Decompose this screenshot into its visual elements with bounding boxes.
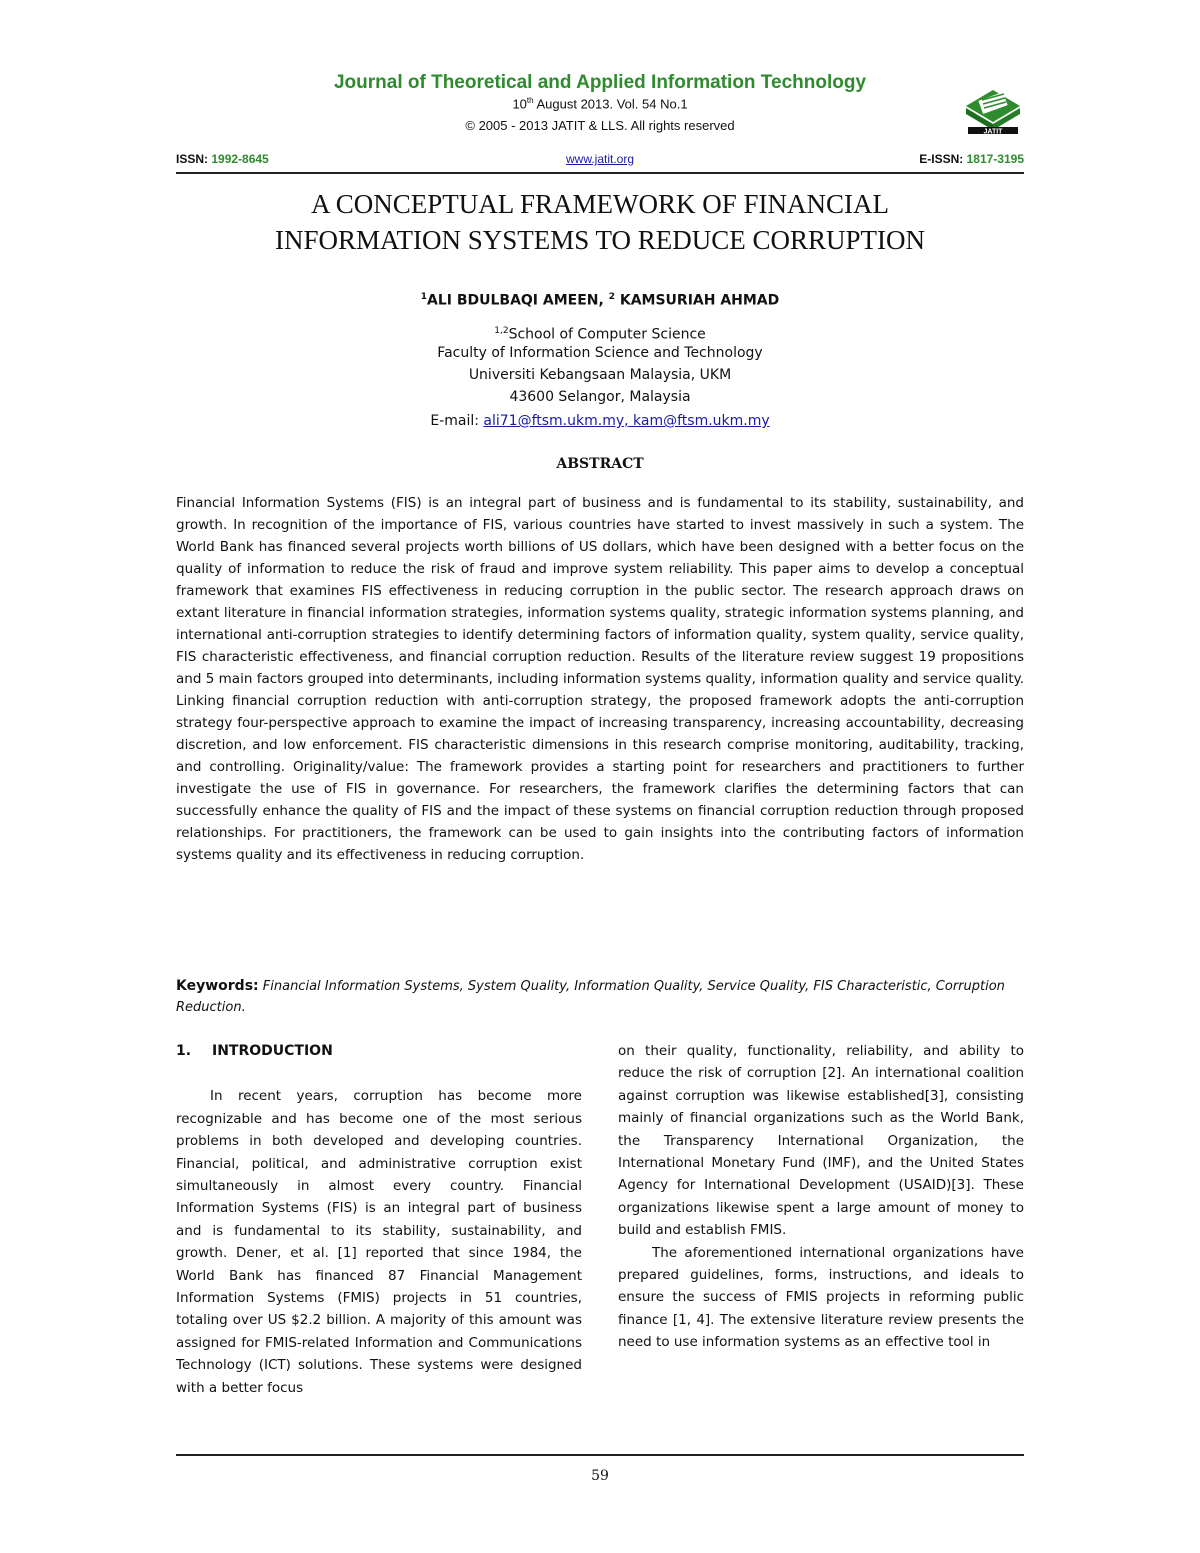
page-number: 59 bbox=[591, 1468, 609, 1484]
date-rest: August 2013. Vol. 54 No.1 bbox=[533, 96, 688, 112]
intro-paragraph-2: The aforementioned international organizations have prepared guidelines, forms, instructions, and ideals to ensure the success of FMIS projects in reforming public finance [1, 4]. The extensive literature review presents the need to use information systems as an effective tool in bbox=[618, 1244, 1024, 1351]
intro-paragraph-1-continued: on their quality, functionality, reliability, and ability to reduce the risk of corruption [2]. An international coalition against corruption was likewise established[3], consisting mainly of financial organizations such as the World Bank, the Transparency International Organization, the International Monetary Fund (IMF), and the United States Agency for International Development (USAID)[3]. These organizations likewise spent a large amount of money to build and establish FMIS. bbox=[618, 1043, 1024, 1239]
jatit-logo-icon bbox=[962, 84, 1024, 134]
author-1: ALI BDULBAQI AMEEN, bbox=[426, 292, 609, 309]
eissn bbox=[919, 152, 1024, 166]
affiliation-line-4: 43600 Selangor, Malaysia bbox=[509, 389, 691, 405]
affiliation-superscript: 1,2 bbox=[494, 326, 509, 336]
journal-title: Journal of Theoretical and Applied Information Technology bbox=[333, 72, 867, 93]
author-2: KAMSURIAH AHMAD bbox=[614, 292, 780, 309]
section-title: INTRODUCTION bbox=[212, 1043, 333, 1059]
paper-title bbox=[176, 186, 1024, 258]
intro-paragraph-1: In recent years, corruption has become more recognizable and has become one of the most serious problems in both developed and developing countries. Financial, political, and administrative corruption exist simultaneously in almost every country. Financial Information Systems (FIS) is an integral part of business and is fundamental to its stability, sustainability, and growth. Dener, et al. [1] reported that since 1984, the World Bank has financed 87 Financial Management Information Systems (FMIS) projects in 51 countries, totaling over US $2.2 billion. A majority of this amount was assigned for FMIS-related Information and Communications Technology (ICT) solutions. These systems were designed with a better focus bbox=[176, 1088, 582, 1396]
header-divider bbox=[176, 172, 1024, 174]
keywords-label: Keywords: bbox=[176, 978, 259, 994]
website-link[interactable]: www.jatit.org bbox=[565, 152, 635, 166]
paper-title-line-1: A CONCEPTUAL FRAMEWORK OF FINANCIAL bbox=[310, 189, 890, 219]
abstract-heading: ABSTRACT bbox=[556, 456, 644, 472]
affiliation-line-2: Faculty of Information Science and Technology bbox=[437, 345, 763, 361]
affiliation-line-3: Universiti Kebangsaan Malaysia, UKM bbox=[468, 367, 732, 383]
keywords-text: Financial Information Systems, System Quality, Information Quality, Service Quality, FIS Characteristic, Corruption Reduction. bbox=[176, 979, 1005, 1015]
author1-superscript: 1 bbox=[420, 292, 427, 302]
left-column bbox=[176, 1040, 582, 1399]
right-column bbox=[618, 1040, 1024, 1354]
issn-value: 1992-8645 bbox=[211, 152, 269, 166]
eissn-label: E-ISSN: bbox=[919, 152, 967, 166]
issn-label: ISSN: bbox=[176, 152, 212, 166]
journal-issue-date bbox=[240, 96, 960, 111]
issn-row bbox=[176, 152, 1024, 170]
date-day: 10 bbox=[512, 96, 527, 112]
copyright-notice: © 2005 - 2013 JATIT & LLS. All rights reserved bbox=[465, 118, 735, 133]
paper-title-line-2: INFORMATION SYSTEMS TO REDUCE CORRUPTION bbox=[274, 225, 926, 255]
footer-divider bbox=[176, 1454, 1024, 1456]
email-link[interactable]: ali71@ftsm.ukm.my, kam@ftsm.ukm.my bbox=[483, 413, 770, 429]
abstract-text: Financial Information Systems (FIS) is an integral part of business and is fundamental to its stability, sustainability, and growth. In recognition of the importance of FIS, various countries have started to invest massively in such a system. The World Bank has financed several projects worth billions of US dollars, which have been designed with a better focus on the quality of information to reduce the risk of fraud and improve system reliability. This paper aims to develop a conceptual framework that examines FIS effectiveness in reducing corruption in the public sector. The research approach draws on extant literature in financial information strategies, information systems quality, strategic information systems planning, and international anti-corruption strategies to identify determining factors of information quality, system quality, service quality, FIS characteristic effectiveness, and financial corruption reduction. Results of the literature review suggest 19 propositions and 5 main factors grouped into determinants, including information systems quality, information quality and service quality. Linking financial corruption reduction with anti-corruption strategy, the proposed framework adopts the anti-corruption strategy four-perspective approach to examine the impact of increasing transparency, increasing accountability, decreasing discretion, and low enforcement. FIS characteristic dimensions in this research comprise monitoring, auditability, tracking, and controlling. Originality/value: The framework provides a starting point for researchers and practitioners to further investigate the use of FIS in governance. For researchers, the framework clarifies the determining factors that can successfully enhance the quality of FIS and the impact of these systems on financial corruption reduction through proposed relationships. For practitioners, the framework can be used to gain insights into the contributing factors of information systems quality and its effectiveness in reducing corruption. bbox=[176, 495, 1024, 863]
email-line bbox=[176, 410, 1024, 432]
section-heading-introduction bbox=[176, 1040, 582, 1062]
logo-text: JATIT bbox=[983, 128, 1003, 134]
email-label: E-mail: bbox=[430, 413, 484, 429]
author-list bbox=[176, 292, 1024, 309]
keywords bbox=[176, 976, 1024, 1018]
affiliation-line-1: School of Computer Science bbox=[508, 326, 706, 343]
date-superscript: th bbox=[526, 96, 534, 105]
author2-superscript: 2 bbox=[608, 292, 615, 302]
eissn-value: 1817-3195 bbox=[966, 152, 1024, 166]
section-number: 1. bbox=[176, 1043, 192, 1059]
